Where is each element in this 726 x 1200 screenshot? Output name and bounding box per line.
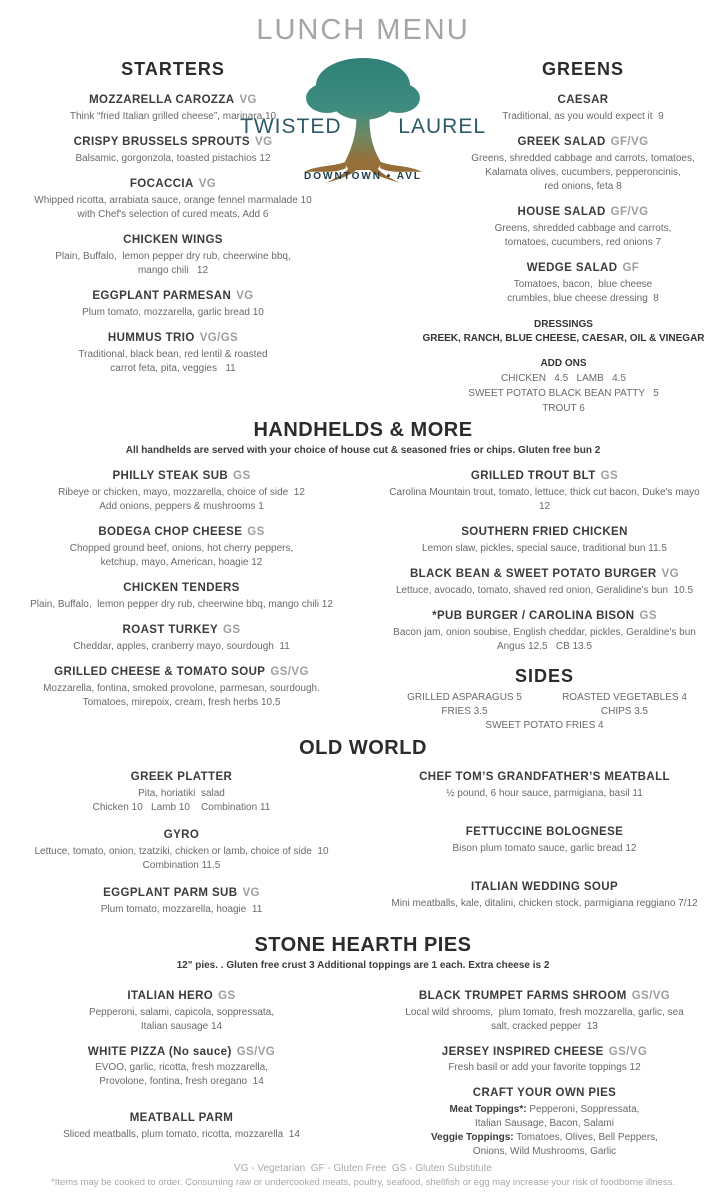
pies-heading: STONE HEARTH PIES bbox=[254, 933, 472, 956]
menu-item bbox=[0, 233, 346, 278]
diet-tag: GS bbox=[223, 623, 241, 636]
item-name: BLACK TRUMPET FARMS SHROOM GS/VG bbox=[418, 989, 671, 1002]
menu-item bbox=[0, 525, 363, 570]
item-name: JERSEY INSPIRED CHEESE GS/VG bbox=[441, 1045, 648, 1058]
diet-tag: VG bbox=[242, 886, 260, 899]
section-greens bbox=[422, 59, 726, 416]
section-handhelds bbox=[0, 419, 726, 733]
diet-tag: GS/VG bbox=[608, 1045, 648, 1058]
item-name: GREEK PLATTER bbox=[130, 770, 233, 783]
item-name: CRAFT YOUR OWN PIES bbox=[472, 1087, 617, 1100]
item-name: HUMMUS TRIO VG/GS bbox=[107, 331, 239, 344]
veggie-toppings-label: Veggie Toppings: bbox=[431, 1132, 514, 1144]
diet-tag: GS bbox=[639, 609, 657, 622]
item-desc: Pepperoni, salami, capicola, soppressata, Italian sausage 14 bbox=[88, 1006, 275, 1032]
sides-row bbox=[385, 691, 705, 705]
pies-right-column bbox=[363, 989, 726, 1171]
item-name: CAESAR bbox=[557, 94, 609, 106]
menu-item bbox=[363, 609, 726, 654]
item-desc: Traditional, black bean, red lentil & roasted carrot feta, pita, veggies 11 bbox=[78, 348, 268, 374]
menu-item bbox=[0, 331, 346, 376]
item-name: BODEGA CHOP CHEESE GS bbox=[98, 525, 265, 538]
logo-tagline: DOWNTOWN • AVL bbox=[304, 171, 422, 182]
item-name: FETTUCCINE BOLOGNESE bbox=[465, 825, 624, 838]
item-name: BLACK BEAN & SWEET POTATO BURGER VG bbox=[409, 567, 680, 580]
old-world-right-column bbox=[363, 770, 726, 930]
menu-item bbox=[0, 581, 363, 612]
diet-tag: GS bbox=[600, 470, 619, 482]
diet-tag: GS/VG bbox=[270, 665, 309, 678]
item-desc: Plum tomato, mozzarella, hoagie 11 bbox=[100, 903, 263, 915]
item-desc: Mini meatballs, kale, ditalini, chicken stock, parmigiana reggiano 7/12 bbox=[391, 897, 698, 909]
diet-tag: GS bbox=[233, 470, 251, 482]
side-item: CHIPS 3.5 bbox=[600, 705, 649, 717]
item-desc: ½ pound, 6 hour sauce, parmigiana, basil 11 bbox=[446, 787, 643, 799]
menu-item bbox=[363, 825, 726, 856]
sides-row bbox=[385, 705, 705, 719]
menu-item bbox=[440, 93, 726, 124]
menu-item bbox=[0, 665, 363, 710]
item-desc: Plum tomato, mozzarella, garlic bread 10 bbox=[82, 306, 264, 318]
pies-left-column bbox=[0, 989, 363, 1171]
side-item: ROASTED VEGETABLES 4 bbox=[562, 691, 687, 703]
item-desc: Fresh basil or add your favorite toppings 12 bbox=[448, 1062, 641, 1074]
item-name: CHICKEN TENDERS bbox=[123, 581, 240, 594]
menu-item bbox=[440, 261, 726, 306]
menu-item bbox=[0, 623, 363, 654]
dressings-block bbox=[401, 317, 726, 346]
side-item: SWEET POTATO FRIES 4 bbox=[485, 719, 604, 731]
menu-item bbox=[363, 770, 726, 801]
diet-tag: GS bbox=[218, 989, 236, 1002]
menu-item bbox=[0, 1045, 363, 1090]
menu-item bbox=[0, 469, 363, 514]
handhelds-heading: HANDHELDS & MORE bbox=[253, 419, 473, 441]
handhelds-right-column bbox=[363, 469, 726, 733]
menu-item bbox=[0, 989, 363, 1034]
item-name: CRISPY BRUSSELS SPROUTS VG bbox=[73, 135, 273, 148]
section-pies bbox=[0, 934, 726, 1171]
menu-item bbox=[0, 828, 363, 873]
item-desc: Carolina Mountain trout, tomato, lettuce, thick cut bacon, Duke's mayo 12 bbox=[389, 486, 700, 512]
diet-tag: VG/GS bbox=[199, 331, 239, 344]
starters-heading: STARTERS bbox=[121, 59, 225, 79]
item-desc: Plain, Buffalo, lemon pepper dry rub, cheerwine bbq, mango chili 12 bbox=[30, 598, 333, 610]
item-name: EGGPLANT PARM SUB VG bbox=[103, 886, 260, 899]
item-desc: Whipped ricotta, arrabiata sauce, orange fennel marmalade 10 with Chef's selection of cured meats, Add 6 bbox=[34, 194, 312, 220]
item-name: HOUSE SALAD GF/VG bbox=[517, 205, 649, 218]
menu-item bbox=[363, 1045, 726, 1076]
item-desc: Lettuce, tomato, onion, tzatziki, chicken or lamb, choice of side 10 Combination 11.5 bbox=[34, 845, 329, 871]
item-desc: Sliced meatballs, plum tomato, ricotta, mozzarella 14 bbox=[63, 1129, 300, 1141]
item-desc: Plain, Buffalo, lemon pepper dry rub, cheerwine bbq, mango chili 12 bbox=[55, 250, 291, 276]
diet-tag: GF/VG bbox=[610, 135, 649, 148]
diet-tag: VG bbox=[198, 177, 217, 190]
item-name: ITALIAN WEDDING SOUP bbox=[470, 880, 619, 893]
menu-item bbox=[363, 989, 726, 1034]
menu-item bbox=[363, 525, 726, 556]
item-name: MEATBALL PARM bbox=[129, 1112, 234, 1125]
item-name: GRILLED CHEESE & TOMATO SOUP GS/VG bbox=[54, 665, 309, 678]
meat-toppings-label: Meat Toppings*: bbox=[449, 1104, 527, 1116]
item-name: FOCACCIA VG bbox=[129, 177, 217, 190]
item-name: EGGPLANT PARMESAN VG bbox=[92, 289, 254, 302]
item-desc: Tomatoes, bacon, blue cheese crumbles, blue cheese dressing 8 bbox=[507, 278, 659, 304]
item-name: CHICKEN WINGS bbox=[123, 233, 223, 246]
menu-item bbox=[0, 886, 363, 917]
item-name: SOUTHERN FRIED CHICKEN bbox=[461, 525, 628, 538]
old-world-heading: OLD WORLD bbox=[299, 736, 427, 759]
menu-item bbox=[363, 880, 726, 911]
diet-tag: VG bbox=[239, 94, 257, 106]
dressings-heading: DRESSINGS bbox=[534, 318, 593, 330]
item-desc: Traditional, as you would expect it 9 bbox=[502, 110, 664, 122]
item-name: MOZZARELLA CAROZZA VG bbox=[89, 94, 257, 106]
greens-heading: GREENS bbox=[541, 59, 625, 79]
diet-tag: VG bbox=[236, 289, 254, 302]
item-name: *PUB BURGER / CAROLINA BISON GS bbox=[432, 609, 657, 622]
diet-tag: GS/VG bbox=[631, 989, 671, 1002]
item-desc: Chopped ground beef, onions, hot cherry peppers, ketchup, mayo, American, hoagie 12 bbox=[69, 542, 294, 568]
item-desc: Mozzarella, fontina, smoked provolone, parmesan, sourdough. Tomatoes, mirepoix, cream, fresh herbs 10.5 bbox=[43, 682, 320, 708]
item-name: PHILLY STEAK SUB GS bbox=[112, 470, 251, 482]
sides-heading: SIDES bbox=[514, 665, 575, 686]
old-world-left-column bbox=[0, 770, 363, 930]
diet-tag: VG bbox=[661, 567, 680, 580]
diet-tag: GF/VG bbox=[610, 205, 649, 218]
diet-tag: GF bbox=[622, 261, 640, 274]
side-item: GRILLED ASPARAGUS 5 bbox=[407, 691, 522, 703]
section-sides bbox=[363, 666, 726, 733]
item-desc: EVOO, garlic, ricotta, fresh mozzarella, Provolone, fontina, fresh oregano 14 bbox=[95, 1062, 268, 1088]
addon-line: SWEET POTATO BLACK BEAN PATTY 5 bbox=[468, 387, 659, 399]
item-desc: Cheddar, apples, cranberry mayo, sourdough 11 bbox=[73, 640, 290, 652]
menu-item bbox=[440, 135, 726, 194]
item-desc: Greens, shredded cabbage and carrots, tomatoes, Kalamata olives, cucumbers, pepperoncinis, red onions, feta 8 bbox=[471, 152, 695, 192]
item-name: ROAST TURKEY GS bbox=[122, 623, 241, 636]
item-desc: Bacon jam, onion soubise, English cheddar, pickles, Geraldine's bun Angus 12.5 CB 13.5 bbox=[393, 626, 696, 652]
diet-tag: VG bbox=[255, 135, 273, 148]
diet-tag: GS/VG bbox=[236, 1045, 276, 1058]
menu-title: LUNCH MENU bbox=[256, 14, 470, 46]
item-name: ITALIAN HERO GS bbox=[127, 989, 236, 1002]
pies-subtitle: 12" pies. . Gluten free crust 3 Additional toppings are 1 each. Extra cheese is 2 bbox=[176, 959, 550, 971]
item-desc: Lemon slaw, pickles, special sauce, traditional bun 11.5 bbox=[422, 542, 667, 554]
addons-heading: ADD ONS bbox=[540, 357, 587, 369]
item-desc: Meat Toppings*: Pepperoni, Soppressata, Italian Sausage, Bacon, Salami Veggie Toppings: Tomatoes, Olives, Bell Peppers, Onions, Wild Mushrooms, Garlic bbox=[431, 1104, 658, 1158]
menu-item bbox=[0, 289, 346, 320]
addon-line: CHICKEN 4.5 LAMB 4.5 bbox=[500, 372, 627, 384]
item-desc: Local wild shrooms, plum tomato, fresh mozzarella, garlic, sea salt, cracked pepper 13 bbox=[405, 1006, 684, 1032]
handhelds-left-column bbox=[0, 469, 363, 733]
item-desc: Ribeye or chicken, mayo, mozzarella, choice of side 12 Add onions, peppers & mushrooms 1 bbox=[58, 486, 305, 512]
handhelds-subtitle: All handhelds are served with your choice of house cut & seasoned fries or chips. Gluten free bun 2 bbox=[125, 445, 601, 456]
logo-word-laurel: LAUREL bbox=[398, 115, 486, 138]
menu-item bbox=[440, 205, 726, 250]
menu-item-craft-your-own bbox=[363, 1086, 726, 1159]
item-name: GYRO bbox=[163, 828, 200, 841]
menu-footer bbox=[0, 1161, 726, 1190]
addon-line: TROUT 6 bbox=[542, 402, 585, 414]
item-name: CHEF TOM’S GRANDFATHER’S MEATBALL bbox=[419, 770, 670, 783]
disclaimer: *Items may be cooked to order. Consuming raw or undercooked meats, poultry, seafood, shellfish or egg may increase your risk of foodborne illness. bbox=[51, 1176, 675, 1188]
menu-item bbox=[363, 567, 726, 598]
addons-block bbox=[401, 356, 726, 416]
diet-tag: GS bbox=[247, 525, 265, 538]
item-desc: Greens, shredded cabbage and carrots, tomatoes, cucumbers, red onions 7 bbox=[494, 222, 672, 248]
item-name: GRILLED TROUT BLT GS bbox=[470, 470, 619, 482]
item-name: WHITE PIZZA (No sauce) GS/VG bbox=[87, 1045, 276, 1058]
side-item: FRIES 3.5 bbox=[441, 705, 488, 717]
dietary-legend: VG - Vegetarian GF - Gluten Free GS - Gluten Substitute bbox=[234, 1162, 492, 1174]
item-name: WEDGE SALAD GF bbox=[526, 261, 640, 274]
menu-item bbox=[0, 1111, 363, 1142]
item-desc: Bison plum tomato sauce, garlic bread 12 bbox=[452, 842, 637, 854]
section-old-world bbox=[0, 737, 726, 930]
item-desc: Balsamic, gorgonzola, toasted pistachios 12 bbox=[75, 152, 271, 164]
item-name: GREEK SALAD GF/VG bbox=[517, 135, 649, 148]
logo-word-twisted: TWISTED bbox=[240, 115, 342, 138]
menu-item bbox=[0, 770, 363, 815]
menu-item bbox=[363, 469, 726, 514]
item-desc: Lettuce, avocado, tomato, shaved red onion, Geralidine's bun 10.5 bbox=[395, 584, 694, 596]
menu-header bbox=[0, 55, 726, 415]
item-desc: Pita, horiatiki salad Chicken 10 Lamb 10 Combination 11 bbox=[92, 787, 271, 813]
item-desc: Think “fried Italian grilled cheese”, marinara 10 bbox=[69, 110, 277, 122]
dressings-list: GREEK, RANCH, BLUE CHEESE, CAESAR, OIL & VINEGAR bbox=[422, 332, 705, 344]
